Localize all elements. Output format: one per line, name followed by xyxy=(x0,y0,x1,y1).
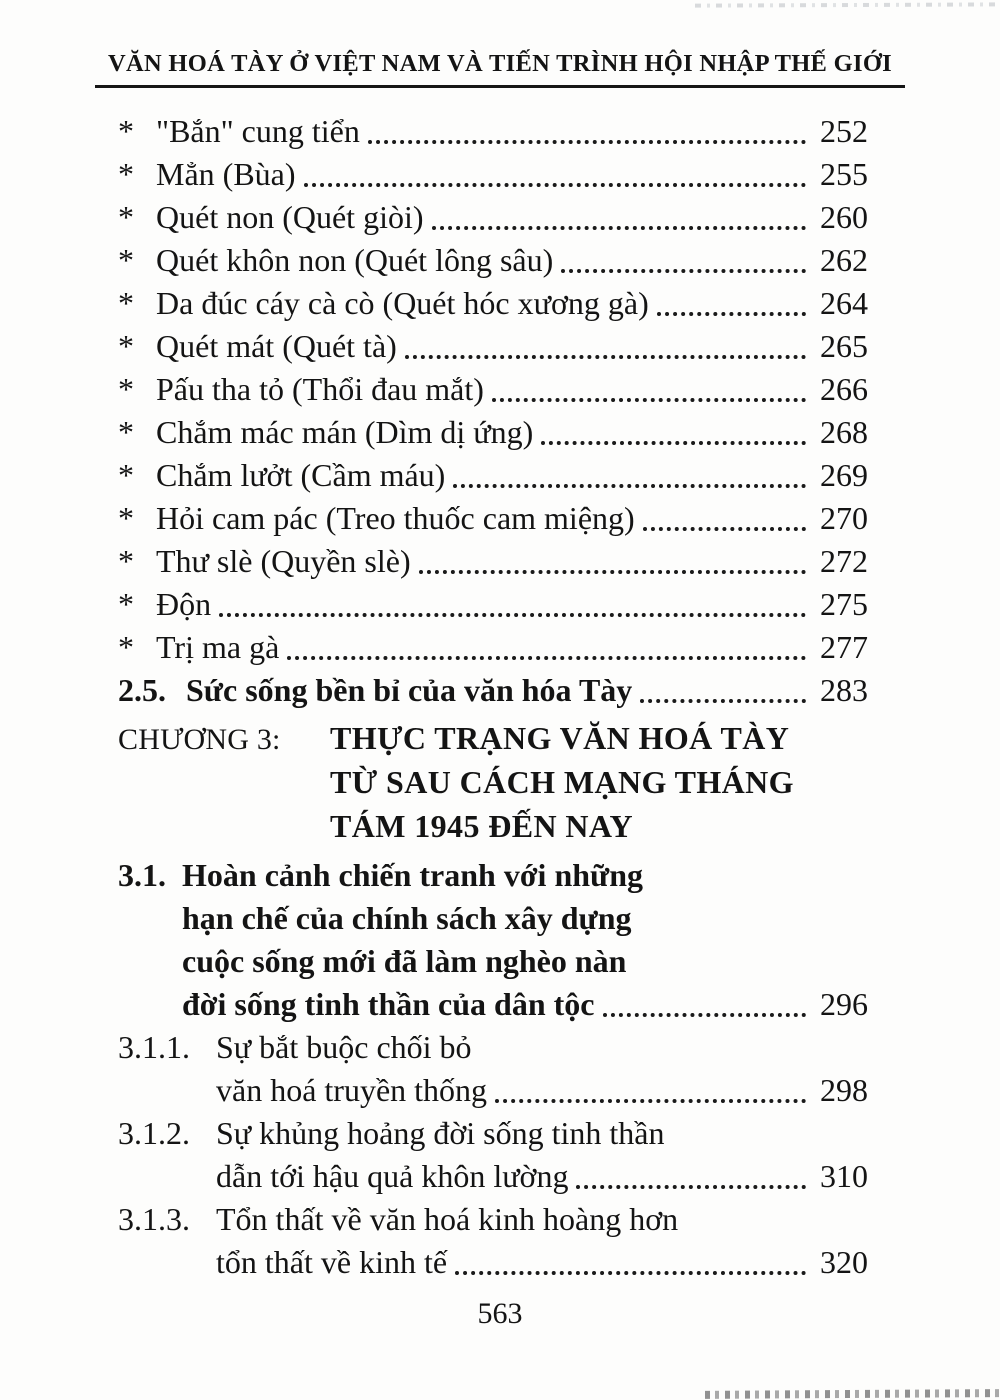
entry-page-number: 277 xyxy=(820,629,868,665)
dot-leader xyxy=(304,183,806,187)
entry-title: Tổn thất về văn hoá kinh hoàng hơn xyxy=(216,1201,679,1237)
entry-title: Trị ma gà xyxy=(156,629,280,665)
entry-marker: 3.1. xyxy=(118,857,166,893)
entry-marker: 3.1.3. xyxy=(118,1201,190,1237)
entry-marker: * xyxy=(118,113,134,149)
toc-entry-line xyxy=(118,940,868,983)
dot-leader xyxy=(455,1271,806,1275)
entry-page-number: 269 xyxy=(820,457,868,493)
entry-page-number: 268 xyxy=(820,414,868,450)
toc-entry-line xyxy=(118,454,868,497)
entry-title: Sự bắt buộc chối bỏ xyxy=(216,1029,472,1065)
entry-marker: 3.1.1. xyxy=(118,1029,190,1065)
entry-marker: * xyxy=(118,285,134,321)
toc-entry-line xyxy=(118,983,868,1026)
dot-leader xyxy=(287,656,806,660)
entry-title: Da đúc cáy cà cò (Quét hóc xương gà) xyxy=(156,285,649,321)
entry-marker: * xyxy=(118,371,134,407)
entry-title: Chắm mác mán (Dìm dị ứng) xyxy=(156,414,534,450)
running-header: VĂN HOÁ TÀY Ở VIỆT NAM VÀ TIẾN TRÌNH HỘI NHẬP THẾ GIỚI xyxy=(95,50,905,88)
scan-artifact-bottom xyxy=(705,1389,1000,1399)
entry-page-number: 262 xyxy=(820,242,868,278)
entry-marker: * xyxy=(118,414,134,450)
toc-entry-line xyxy=(118,897,868,940)
dot-leader xyxy=(495,1099,806,1103)
dot-leader xyxy=(219,613,806,617)
entry-marker: * xyxy=(118,586,134,622)
entry-marker: * xyxy=(118,629,134,665)
dot-leader xyxy=(419,570,806,574)
entry-marker: * xyxy=(118,500,134,536)
dot-leader xyxy=(640,699,806,703)
entry-marker: 3.1.2. xyxy=(118,1115,190,1151)
entry-title: hạn chế của chính sách xây dựng xyxy=(182,900,632,936)
toc-entry-line xyxy=(118,497,868,540)
toc-entry-line xyxy=(118,626,868,669)
entry-title: Mẳn (Bùa) xyxy=(156,156,296,192)
entry-title: tổn thất về kinh tế xyxy=(216,1244,448,1280)
dot-leader xyxy=(453,484,806,488)
entry-marker: * xyxy=(118,457,134,493)
entry-title: Quét non (Quét giòi) xyxy=(156,199,424,235)
entry-title: Hỏi cam pác (Treo thuốc cam miệng) xyxy=(156,500,635,536)
dot-leader xyxy=(643,527,806,531)
toc-entry-line xyxy=(118,805,868,849)
entry-page-number: 275 xyxy=(820,586,868,622)
dot-leader xyxy=(368,140,806,144)
entry-page-number: 264 xyxy=(820,285,868,321)
entry-marker: * xyxy=(118,199,134,235)
dot-leader xyxy=(561,269,806,273)
entry-page-number: 283 xyxy=(820,672,868,708)
entry-title: văn hoá truyền thống xyxy=(216,1072,488,1108)
dot-leader xyxy=(541,441,806,445)
toc-entry-line xyxy=(118,1241,868,1284)
toc-entry-line xyxy=(118,1069,868,1112)
entry-marker: * xyxy=(118,543,134,579)
entry-title: Pấu tha tỏ (Thổi đau mắt) xyxy=(156,371,484,407)
entry-title: Thư slè (Quyền slè) xyxy=(156,543,411,579)
toc-entry-line xyxy=(118,854,868,897)
entry-page-number: 310 xyxy=(820,1158,868,1194)
entry-title: đời sống tinh thần của dân tộc xyxy=(182,986,595,1022)
entry-marker: * xyxy=(118,328,134,364)
dot-leader xyxy=(576,1185,806,1189)
dot-leader xyxy=(492,398,806,402)
entry-marker: 2.5. xyxy=(118,672,166,708)
dot-leader xyxy=(432,226,807,230)
scan-artifact-top xyxy=(695,2,1000,7)
toc-entry-line xyxy=(118,110,868,153)
entry-title: Sức sống bền bỉ của văn hóa Tày xyxy=(186,672,633,708)
toc-entry-line xyxy=(118,411,868,454)
entry-title: Quét mát (Quét tà) xyxy=(156,328,397,364)
entry-title: cuộc sống mới đã làm nghèo nàn xyxy=(182,943,627,979)
entry-page-number: 255 xyxy=(820,156,868,192)
entry-title: Sự khủng hoảng đời sống tinh thần xyxy=(216,1115,665,1151)
entry-marker: CHƯƠNG 3: xyxy=(118,723,281,756)
dot-leader xyxy=(405,355,806,359)
dot-leader xyxy=(657,312,806,316)
entry-page-number: 296 xyxy=(820,986,868,1022)
entry-page-number: 266 xyxy=(820,371,868,407)
toc-entry-line xyxy=(118,368,868,411)
entry-title: Chắm lưởt (Cầm máu) xyxy=(156,457,446,493)
toc-entry-line xyxy=(118,282,868,325)
entry-page-number: 272 xyxy=(820,543,868,579)
entry-page-number: 260 xyxy=(820,199,868,235)
folio-page-number: 563 xyxy=(477,1297,523,1330)
toc-entry-line xyxy=(118,1198,868,1241)
entry-title: Độn xyxy=(156,586,212,622)
entry-title: Hoàn cảnh chiến tranh với những xyxy=(182,857,644,893)
entry-page-number: 265 xyxy=(820,328,868,364)
toc-entry-line xyxy=(118,196,868,239)
entry-title: TÁM 1945 ĐẾN NAY xyxy=(330,808,634,844)
toc-entry-line xyxy=(118,669,868,712)
toc-entry-line xyxy=(118,153,868,196)
entry-page-number: 252 xyxy=(820,113,868,149)
entry-page-number: 270 xyxy=(820,500,868,536)
table-of-contents xyxy=(118,110,868,1284)
toc-entry-line xyxy=(118,761,868,805)
dot-leader xyxy=(603,1013,807,1017)
toc-entry-line xyxy=(118,325,868,368)
toc-entry-line xyxy=(118,540,868,583)
entry-marker: * xyxy=(118,242,134,278)
toc-entry-line xyxy=(118,1112,868,1155)
entry-title: THỰC TRẠNG VĂN HOÁ TÀY xyxy=(330,720,790,756)
entry-page-number: 320 xyxy=(820,1244,868,1280)
toc-entry-line xyxy=(118,1026,868,1069)
entry-title: "Bắn" cung tiển xyxy=(156,113,360,149)
entry-title: dẫn tới hậu quả khôn lường xyxy=(216,1158,569,1194)
entry-title: TỪ SAU CÁCH MẠNG THÁNG xyxy=(330,764,794,800)
entry-page-number: 298 xyxy=(820,1072,868,1108)
toc-entry-line xyxy=(118,239,868,282)
entry-marker: * xyxy=(118,156,134,192)
toc-entry-line xyxy=(118,717,868,761)
entry-title: Quét khôn non (Quét lông sâu) xyxy=(156,242,554,278)
toc-entry-line xyxy=(118,583,868,626)
toc-entry-line xyxy=(118,1155,868,1198)
